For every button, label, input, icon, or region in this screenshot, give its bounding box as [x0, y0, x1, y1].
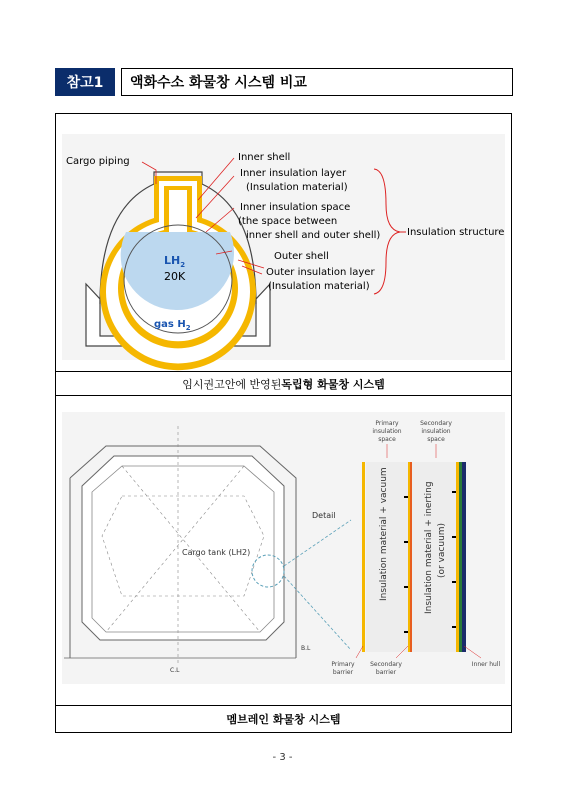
comparison-table: [55, 113, 512, 733]
svg-text:(Insulation material): (Insulation material): [268, 281, 370, 292]
svg-text:barrier: barrier: [375, 669, 397, 676]
svg-text:gas H2: gas $H_2$: [154, 319, 191, 332]
figure-caption-independent: 임시권고안에 반영된 독립형 화물창 시스템: [56, 372, 511, 396]
membrane-tank-diagram: [56, 396, 511, 706]
svg-text:B.L: B.L: [301, 645, 311, 652]
section-header: [55, 68, 513, 96]
svg-text:Primary: Primary: [375, 420, 399, 427]
svg-text:Cargo tank (LH2): Cargo tank (LH2): [182, 548, 251, 557]
svg-text:inner shell and outer shell): inner shell and outer shell): [246, 230, 381, 241]
svg-text:Cargo piping: Cargo piping: [66, 156, 130, 167]
page-number: - 3 -: [272, 752, 293, 763]
svg-text:Inner shell: Inner shell: [238, 152, 291, 163]
svg-text:insulation: insulation: [421, 428, 451, 435]
svg-text:Outer insulation layer: Outer insulation layer: [266, 267, 375, 278]
svg-text:Secondary: Secondary: [370, 661, 402, 668]
svg-text:Insulation structure: Insulation structure: [407, 227, 505, 238]
svg-text:Inner hull: Inner hull: [471, 661, 501, 668]
svg-text:C.L: C.L: [170, 667, 180, 674]
svg-text:LH2: $LH_2$: [164, 254, 186, 269]
svg-text:(the space between: (the space between: [238, 216, 338, 227]
section-title: 액화수소 화물창 시스템 비교: [121, 68, 513, 96]
svg-text:Inner insulation space: Inner insulation space: [240, 202, 351, 213]
svg-text:barrier: barrier: [332, 669, 354, 676]
svg-text:Insulation material + inerting: Insulation material + inerting: [424, 481, 434, 614]
figure-membrane-tank: [56, 396, 511, 706]
svg-text:insulation: insulation: [372, 428, 402, 435]
svg-text:(Insulation material): (Insulation material): [246, 182, 348, 193]
svg-text:Outer shell: Outer shell: [274, 251, 329, 262]
figure-independent-tank: [56, 114, 511, 372]
svg-text:Detail: Detail: [312, 511, 336, 520]
reference-badge: 참고1: [55, 68, 115, 96]
svg-text:20K: 20K: [164, 270, 186, 283]
independent-tank-diagram: [56, 114, 511, 372]
svg-text:Secondary: Secondary: [420, 420, 452, 427]
svg-text:Primary: Primary: [331, 661, 355, 668]
svg-text:space: space: [378, 436, 396, 443]
svg-text:(or vacuum): (or vacuum): [437, 522, 447, 578]
svg-text:space: space: [427, 436, 445, 443]
svg-text:Insulation material + vacuum: Insulation material + vacuum: [379, 467, 389, 601]
figure-caption-membrane: 멤브레인 화물창 시스템: [226, 713, 341, 726]
caption-bold: 독립형 화물창 시스템: [281, 377, 385, 391]
svg-text:Inner insulation layer: Inner insulation layer: [240, 168, 347, 179]
